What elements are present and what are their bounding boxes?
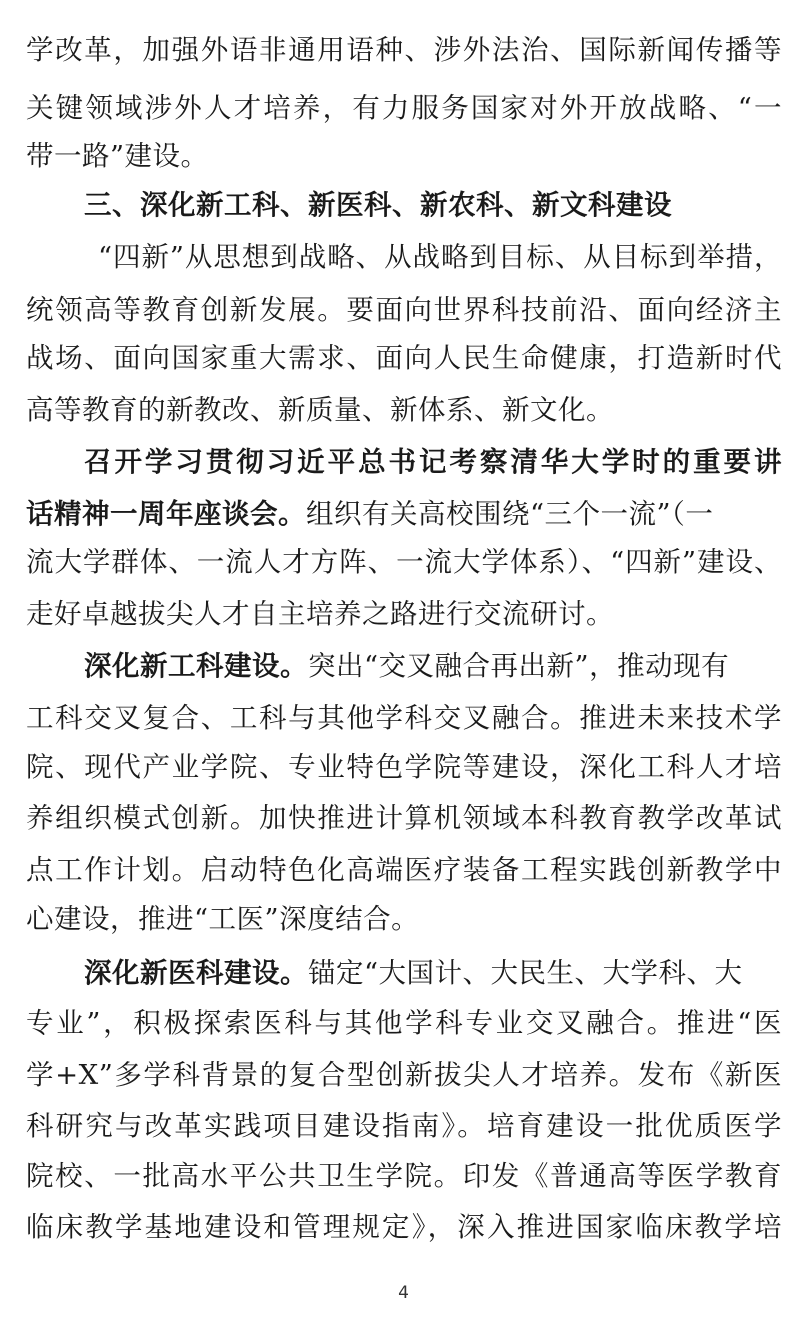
new-medicine-heading: 深化新医科建设。: [84, 957, 308, 989]
body-text: 锚定“大国计、大民生、大学科、大: [308, 957, 743, 989]
body-text-line: 科研究与改革实践项目建设指南》。培育建设一批优质医学: [26, 1110, 782, 1142]
paragraph-line: [26, 495, 782, 533]
paragraph-line: [84, 647, 782, 685]
body-text-line: 统领高等教育创新发展。要面向世界科技前沿、面向经济主: [26, 294, 782, 326]
body-text-line: 学改革，加强外语非通用语种、涉外法治、国际新闻传播等: [26, 34, 782, 66]
body-text-line: “四新”从思想到战略、从战略到目标、从目标到举措，: [98, 241, 782, 273]
body-text-line: 流大学群体、一流人才方阵、一流大学体系）、“四新”建设、: [26, 546, 782, 578]
meeting-title-bold: 召开学习贯彻习近平总书记考察清华大学时的重要讲: [84, 446, 782, 478]
body-text-line: 学+X”多学科背景的复合型创新拔尖人才培养。发布《新医: [26, 1059, 782, 1091]
body-text-line: 走好卓越拔尖人才自主培养之路进行交流研讨。: [26, 598, 614, 630]
section-heading: 三、深化新工科、新医科、新农科、新文科建设: [84, 189, 672, 221]
body-text: 组织有关高校围绕“三个一流”（一: [306, 498, 714, 530]
body-text-line: 关键领域涉外人才培养，有力服务国家对外开放战略、“一: [26, 92, 782, 124]
body-text-line: 心建设，推进“工医”深度结合。: [26, 903, 420, 935]
body-text-line: 临床教学基地建设和管理规定》，深入推进国家临床教学培: [26, 1211, 782, 1243]
body-text-line: 院、现代产业学院、专业特色学院等建设，深化工科人才培: [26, 751, 782, 783]
body-text-line: 养组织模式创新。加快推进计算机领域本科教育教学改革试: [26, 802, 782, 834]
body-text: 突出“交叉融合再出新”，推动现有: [308, 650, 730, 682]
body-text-line: 点工作计划。启动特色化高端医疗装备工程实践创新教学中: [26, 854, 782, 886]
meeting-title-bold-end: 话精神一周年座谈会。: [26, 498, 306, 530]
body-text-line: 战场、面向国家重大需求、面向人民生命健康，打造新时代: [26, 342, 782, 374]
body-text-line: 院校、一批高水平公共卫生学院。印发《普通高等医学教育: [26, 1160, 782, 1192]
body-text-line: 工科交叉复合、工科与其他学科交叉融合。推进未来技术学: [26, 702, 782, 734]
body-text-line: 高等教育的新教改、新质量、新体系、新文化。: [26, 394, 614, 426]
new-engineering-heading: 深化新工科建设。: [84, 650, 308, 682]
paragraph-line: [84, 954, 782, 992]
body-text-line: 带一路”建设。: [26, 140, 209, 172]
page-number: 4: [398, 1283, 409, 1303]
body-text-line: 专业”，积极探索医科与其他学科专业交叉融合。推进“医: [26, 1007, 782, 1039]
